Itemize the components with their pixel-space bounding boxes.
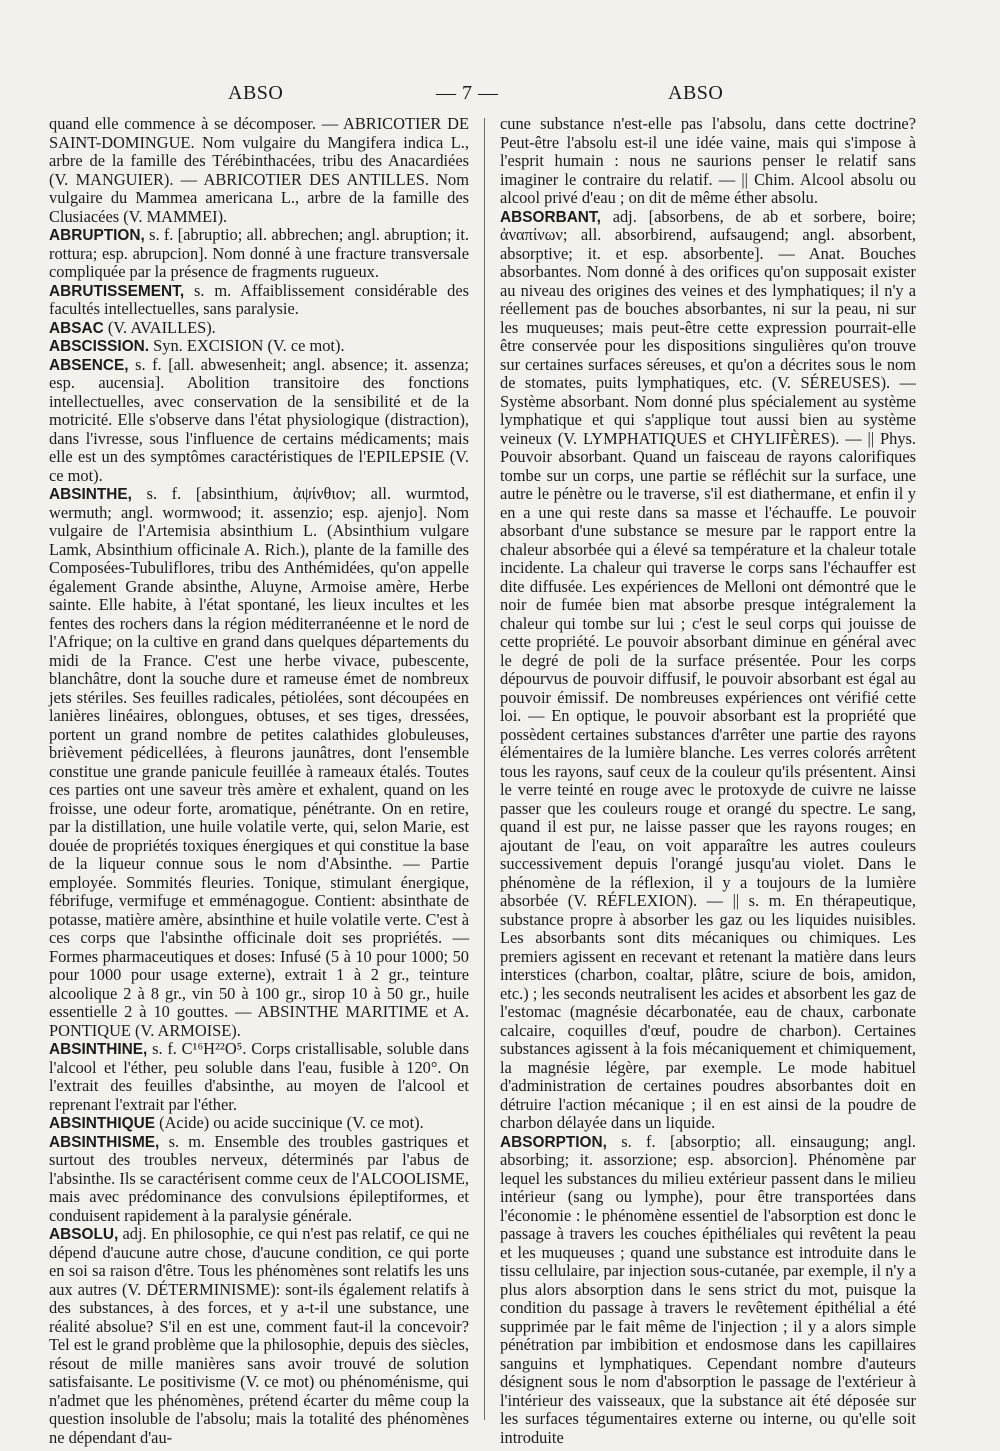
entry-headword: ABSINTHIQUE	[49, 1115, 156, 1132]
right-column	[500, 114, 916, 1447]
entry-text: quand elle commence à se décomposer. — ABRICOTIER DE SAINT-DOMINGUE. Nom vulgaire du Mangifera indica L., arbre de la famille des Térébinthacées, tribu des Anacardiées (V. MANGUIER). — ABRICOTIER DES ANTILLES. Nom vulgaire du Mammea americana L., arbre de la famille des Clusiacées (V. MAMMEI).	[49, 114, 469, 226]
header-left-word: ABSO	[228, 82, 284, 104]
entry-headword: ABSINTHISME,	[49, 1133, 160, 1151]
entry-headword: ABSINTHINE,	[49, 1041, 148, 1058]
entry-text: s. m. Ensemble des troubles gastriques et surtout des troubles nerveux, déterminés par l'abus de l'absinthe. Ils se caractérisent comme ceux de l'ALCOOLISME, mais avec prédominance des convulsions épileptiformes, et conduisent rapidement à la paralysie générale.	[49, 1131, 469, 1225]
entry-10	[49, 1225, 469, 1447]
running-header	[0, 82, 1000, 112]
entry-text: s. f. [all. abwesenheit; angl. absence; it. assenza; esp. aucensia]. Abolition transitoire des fonctions intellectuelles, avec conservation de la sensibilité et de la motricité. Elle s'observe dans l'état physiologique (distraction), dans l'ivresse, sous l'influence de certains médicaments; mais elle est un des symptômes caractéristiques de l'EPILEPSIE (V. ce mot).	[49, 354, 469, 485]
entry-text: s. f. C¹⁶H²²O⁵. Corps cristallisable, soluble dans l'alcool et l'éther, peu soluble dans l'eau, fusible à 120°. On l'extrait des feuilles d'absinthe, au moyen de l'alcool et reprenant l'extrait par l'éther.	[49, 1039, 469, 1114]
column-divider	[484, 118, 485, 1420]
entry-text: s. m. Affaiblissement considérable des facultés intellectuelles, sans paralysie.	[49, 280, 469, 318]
entry-9	[49, 1133, 469, 1226]
entry-headword: ABSINTHE,	[49, 486, 132, 503]
entry-2	[49, 282, 469, 319]
entry-5	[49, 356, 469, 486]
entry-text: cune substance n'est-elle pas l'absolu, dans cette doctrine? Peut-être l'absolu est-il une idée vaine, mais qui s'impose à l'esprit humain : nous ne saurions penser le relatif sans imaginer le contraire du relatif. — || Chim. Alcool absolu ou alcool privé d'eau ; on dit de même éther absolu.	[500, 114, 916, 207]
page-number: — 7 —	[436, 82, 499, 104]
entry-2	[500, 1133, 916, 1448]
entry-1	[500, 208, 916, 1133]
entry-text: adj. [absorbens, de ab et sorbere, boire; ἀναπίνων; all. absorbirend, aufsaugend; angl. absorbent, absorptive; it. et esp. absorbente]. — Anat. Bouches absorbantes. Nom donné à des orifices qu'on supposait exister au niveau des origines des veines et des lymphatiques; il n'y a réellement pas de bouches absorbantes, ni sur la peau, ni sur les muqueuses; mais peut-être cette expression pourrait-elle être conservée pour les dispositions singulières qu'on trouve sur certaines surfaces séreuses, et qu'on a décrites sous le nom de stomates, puits lymphatiques, etc. (V. SÉREUSES). — Système absorbant. Nom donné plus spécialement au système lymphatique et qui s'applique tout aussi bien au système veineux (V. LYMPHATIQUES et CHYLIFÈRES). — || Phys. Pouvoir absorbant. Quand un faisceau de rayons calorifiques tombe sur un corps, une partie se réfléchit sur la surface, une autre le pénètre ou le traverse, s'il est diathermane, et enfin il y en a une qui reste dans sa masse et l'échauffe. Le pouvoir absorbant d'une substance se mesure par le rapport entre la chaleur absorbée qui a élevé sa température et la chaleur totale incidente. La chaleur qui traverse le corps sans l'échauffer est dite diffusée. Les expériences de Melloni ont démontré que le noir de fumée bien mat absorbe presque intégralement la chaleur qui tombe sur lui ; c'est le seul corps qui jouisse de cette propriété. Le pouvoir absorbant diminue en général avec le degré de poli de la surface présentée. Pour les corps dépourvus de pouvoir diffusif, le pouvoir absorbant est égal au pouvoir émissif. De nombreuses expériences ont vérifié cette loi. — En optique, le pouvoir absorbant est la propriété que possèdent certaines substances d'arrêter une partie des rayons élémentaires de la lumière blanche. Les verres colorés arrêtent tous les rayons, sauf ceux de la couleur qu'ils présentent. Ainsi le verre teinté en rouge avec le protoxyde de cuivre ne laisse passer que les couleurs rouge et orangé du spectre. Le sang, quand il est pur, ne laisse passer que les rayons rouges; en ajoutant de l'eau, on voit apparaître les autres couleurs successivement depuis l'orangé jusqu'au violet. Dans le phénomène de la réflexion, il y a toujours de la lumière absorbée (V. RÉFLEXION). — || s. m. En thérapeutique, substance propre à absorber les gaz ou les liquides nuisibles. Les absorbants sont dits mécaniques ou chimiques. Les premiers agissent en recevant et retenant la matière dans leurs interstices (charbon, coaltar, plâtre, sciure de bois, amidon, etc.) ; les seconds neutralisent les acides et absorbent les gaz de l'estomac (magnésie décarbonatée, eau de chaux, carbonate calcaire, coquilles d'œuf, poudre de charbon). Certaines substances agissent à la fois mécaniquement et chimiquement, la magnésie légère, par exemple. Le mode habituel d'administration de certaines poudres absorbantes doit en détruire l'action mécanique ; il en est ainsi de la poudre de charbon délayée dans un liquide.	[500, 206, 916, 1132]
entry-8	[49, 1114, 469, 1133]
header-right-word: ABSO	[668, 82, 724, 104]
entry-headword: ABSORBANT,	[500, 208, 601, 226]
entry-1	[49, 226, 469, 282]
entry-text: s. f. [absinthium, ἀψίνθιον; all. wurmtod, wermuth; angl. wormwood; it. assenzio; esp. ajenjo]. Nom vulgaire de l'Artemisia absinthium L. (Absinthium vulgare Lamk, Absinthium officinale A. Rich.), plante de la famille des Composées-Tubuliflores, tribu des Anthémidées, qu'on appelle également Grande absinthe, Aluyne, Armoise amère, Herbe sainte. Elle habite, à l'état spontané, les lieux incultes et les fentes des rochers dans la région méditerranéenne et le nord de l'Afrique; on la cultive en grand dans quelques départements du midi de la France. C'est une herbe vivace, pubescente, blanchâtre, dont la souche dure et rameuse émet de nombreux jets stériles. Ses feuilles radicales, pétiolées, sont découpées en lanières linéaires, oblongues, obtuses, et ses tiges, dressées, portent un grand nombre de petites calathides globuleuses, brièvement pédicellées, à fleurons jaunâtres, dont l'ensemble constitue une grande panicule feuillée à rameaux étalés. Toutes ces parties ont une saveur très amère et exhalent, quand on les froisse, une odeur forte, aromatique, pénétrante. On en retire, par la distillation, une huile volatile verte, qui, selon Marie, est douée de propriétés toxiques énergiques et qui constitue la base de la liqueur connue sous le nom d'Absinthe. — Partie employée. Sommités fleuries. Tonique, stimulant énergique, fébrifuge, vermifuge et emménagogue. Contient: absinthate de potasse, matière amère, absinthine et huile volatile verte. C'est à ces corps que l'absinthe officinale doit ses propriétés. — Formes pharmaceutiques et doses: Infusé (5 à 10 pour 1000; 50 pour 1000 pour usage externe), extrait 1 à 2 gr., teinture alcoolique 2 à 8 gr., vin 50 à 100 gr., sirop 10 à 50 gr., huile essentielle 2 à 10 gouttes. — ABSINTHE MARITIME et A. PONTIQUE (V. ARMOISE).	[49, 484, 469, 1040]
entry-text: s. f. [abruptio; all. abbrechen; angl. abruption; it. rottura; esp. abrupcion]. Nom donné à une fracture transversale compliquée par la présence de fragments rugueux.	[49, 225, 469, 281]
left-column	[49, 114, 469, 1447]
entry-text: (V. AVAILLES).	[107, 317, 216, 337]
entry-4	[49, 337, 469, 356]
entry-headword: ABSAC	[49, 319, 104, 337]
entry-6	[49, 485, 469, 1040]
entry-headword: ABSORPTION,	[500, 1133, 607, 1151]
entry-3	[49, 319, 469, 338]
entry-headword: ABRUPTION,	[49, 227, 145, 244]
entry-text: adj. En philosophie, ce qui n'est pas relatif, ce qui ne dépend d'aucune autre chose, d'aucune condition, ce qui porte en soi sa raison d'être. Tous les phénomènes sont relatifs les uns aux autres (V. DÉTERMINISME): sont-ils également relatifs à des substances, à des forces, et y a-t-il une substance, une réalité absolue? S'il en est une, comment faut-il la concevoir? Tel est le grand problème que la philosophie, depuis des siècles, résout de mille manières sans avoir trouvé de solution satisfaisante. Le positivisme (V. ce mot) ou phénoménisme, qui n'admet que les phénomènes, prétend écarter du même coup la question insoluble de l'absolu; mais la totalité des phénomènes ne dépendant d'au-	[49, 1224, 469, 1447]
entry-text: (Acide) ou acide succinique (V. ce mot).	[159, 1113, 424, 1132]
entry-text: Syn. EXCISION (V. ce mot).	[153, 336, 345, 355]
entry-headword: ABRUTISSEMENT,	[49, 282, 185, 300]
entry-0	[49, 115, 469, 226]
entry-headword: ABSENCE,	[49, 356, 129, 374]
entry-text: s. f. [absorptio; all. einsaugung; angl. absorbing; it. assorzione; esp. absorcion]. Phénomène par lequel les substances du milieu extérieur passent dans le milieu intérieur (sang ou lymphe), pour être transportées dans l'économie : le phénomène essentiel de l'absorption est donc le passage à travers les couches épithéliales qui revêtent la peau et les muqueuses ; quand une substance est introduite dans le tissu cellulaire, par injection sous-cutanée, par exemple, il n'y a plus alors absorption dans le sens strict du mot, puisque la condition du passage à travers le revêtement épithélial a été supprimée par le fait même de l'injection ; il y a alors simple pénétration par imbibition et endosmose dans les capillaires sanguins et lymphatiques. Cependant nombre d'auteurs désignent sous le nom d'absorption le passage de l'extérieur à l'intérieur des vaisseaux, que la substance ait été déposée sur les surfaces tégumentaires externe ou interne, ou qu'elle soit introduite	[500, 1131, 916, 1447]
entry-0	[500, 115, 916, 208]
entry-7	[49, 1040, 469, 1114]
entry-headword: ABSOLU,	[49, 1226, 119, 1243]
entry-headword: ABSCISSION.	[49, 338, 150, 355]
